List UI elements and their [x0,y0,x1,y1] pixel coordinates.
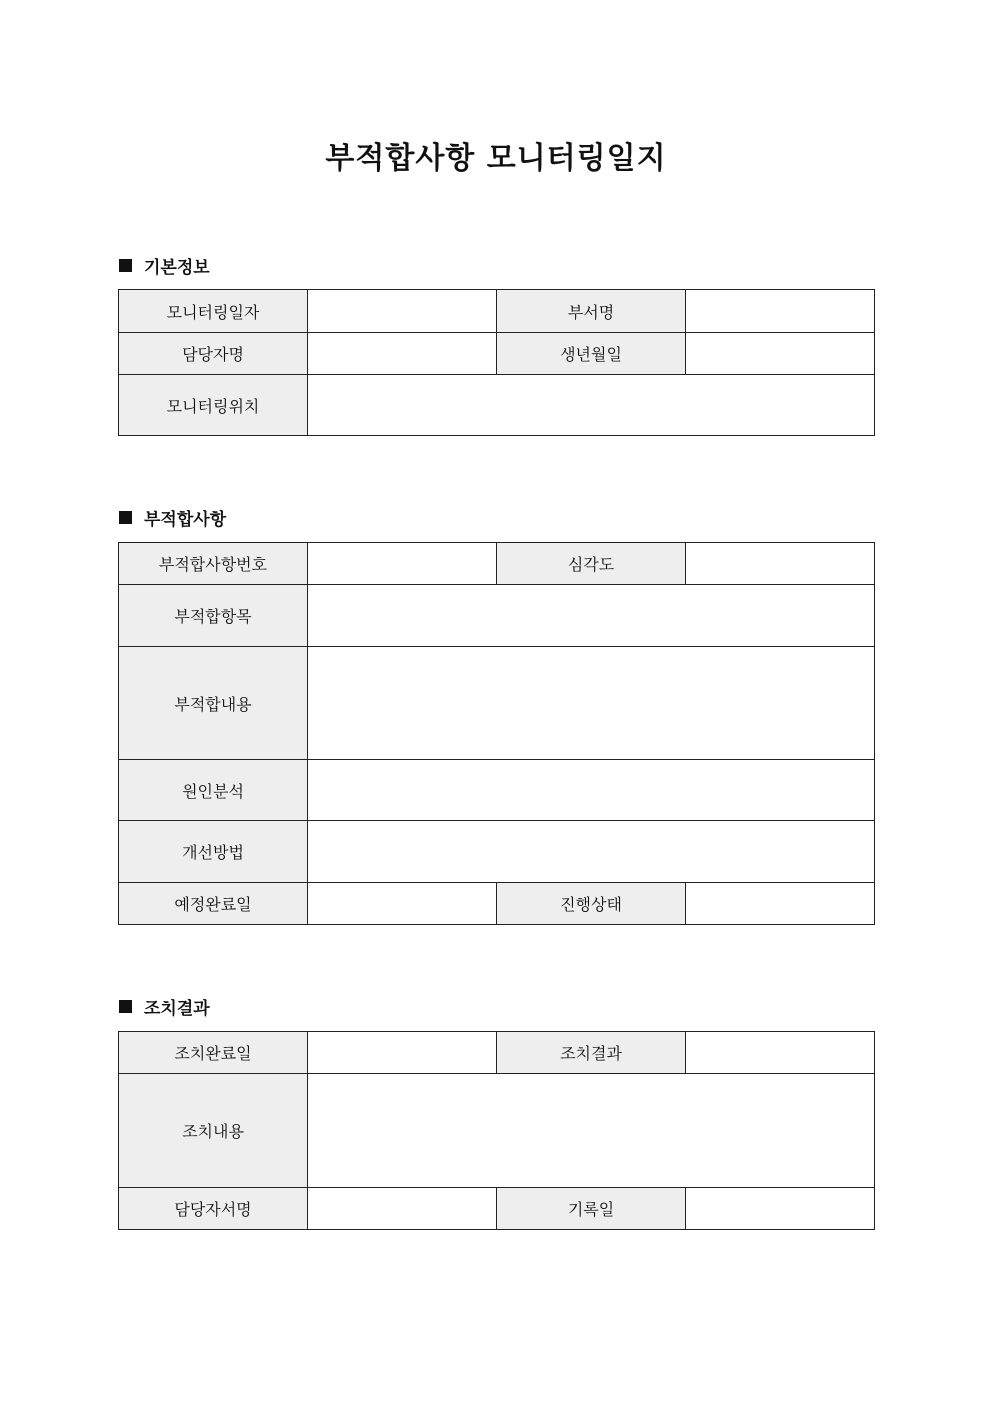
manager-signature-field[interactable] [308,1188,497,1230]
department-label: 부서명 [497,290,686,333]
nonconformity-item-field[interactable] [308,585,875,647]
square-bullet-icon [119,1000,132,1013]
record-date-label: 기록일 [497,1188,686,1230]
severity-field[interactable] [686,543,875,585]
section-heading-nonconformity [119,505,226,529]
birth-date-label: 생년월일 [497,333,686,375]
monitoring-location-field[interactable] [308,375,875,436]
record-date-field[interactable] [686,1188,875,1230]
action-completion-date-label: 조치완료일 [119,1032,308,1074]
monitoring-date-field[interactable] [308,290,497,333]
manager-signature-label: 담당자서명 [119,1188,308,1230]
cause-analysis-field[interactable] [308,760,875,821]
severity-label: 심각도 [497,543,686,585]
planned-completion-date-field[interactable] [308,883,497,925]
action-result-field[interactable] [686,1032,875,1074]
birth-date-field[interactable] [686,333,875,375]
section-heading-action [119,994,210,1018]
manager-field[interactable] [308,333,497,375]
basic-info-table [118,289,875,436]
progress-status-field[interactable] [686,883,875,925]
monitoring-location-label: 모니터링위치 [119,375,308,436]
nonconformity-item-label: 부적합항목 [119,585,308,647]
square-bullet-icon [119,511,132,524]
improvement-method-label: 개선방법 [119,821,308,883]
nonconformity-number-field[interactable] [308,543,497,585]
page-title: 부적합사항 모니터링일지 [325,141,667,176]
square-bullet-icon [119,259,132,272]
nonconformity-table [118,542,875,925]
section-heading-label: 부적합사항 [144,509,227,530]
monitoring-date-label: 모니터링일자 [119,290,308,333]
action-result-label: 조치결과 [497,1032,686,1074]
progress-status-label: 진행상태 [497,883,686,925]
action-content-field[interactable] [308,1074,875,1188]
nonconformity-number-label: 부적합사항번호 [119,543,308,585]
planned-completion-date-label: 예정완료일 [119,883,308,925]
section-heading-basic [119,253,210,277]
department-field[interactable] [686,290,875,333]
action-content-label: 조치내용 [119,1074,308,1188]
manager-label: 담당자명 [119,333,308,375]
section-heading-label: 조치결과 [144,998,210,1019]
action-result-table [118,1031,875,1230]
action-completion-date-field[interactable] [308,1032,497,1074]
nonconformity-content-field[interactable] [308,647,875,760]
nonconformity-content-label: 부적합내용 [119,647,308,760]
improvement-method-field[interactable] [308,821,875,883]
cause-analysis-label: 원인분석 [119,760,308,821]
section-heading-label: 기본정보 [144,257,210,278]
